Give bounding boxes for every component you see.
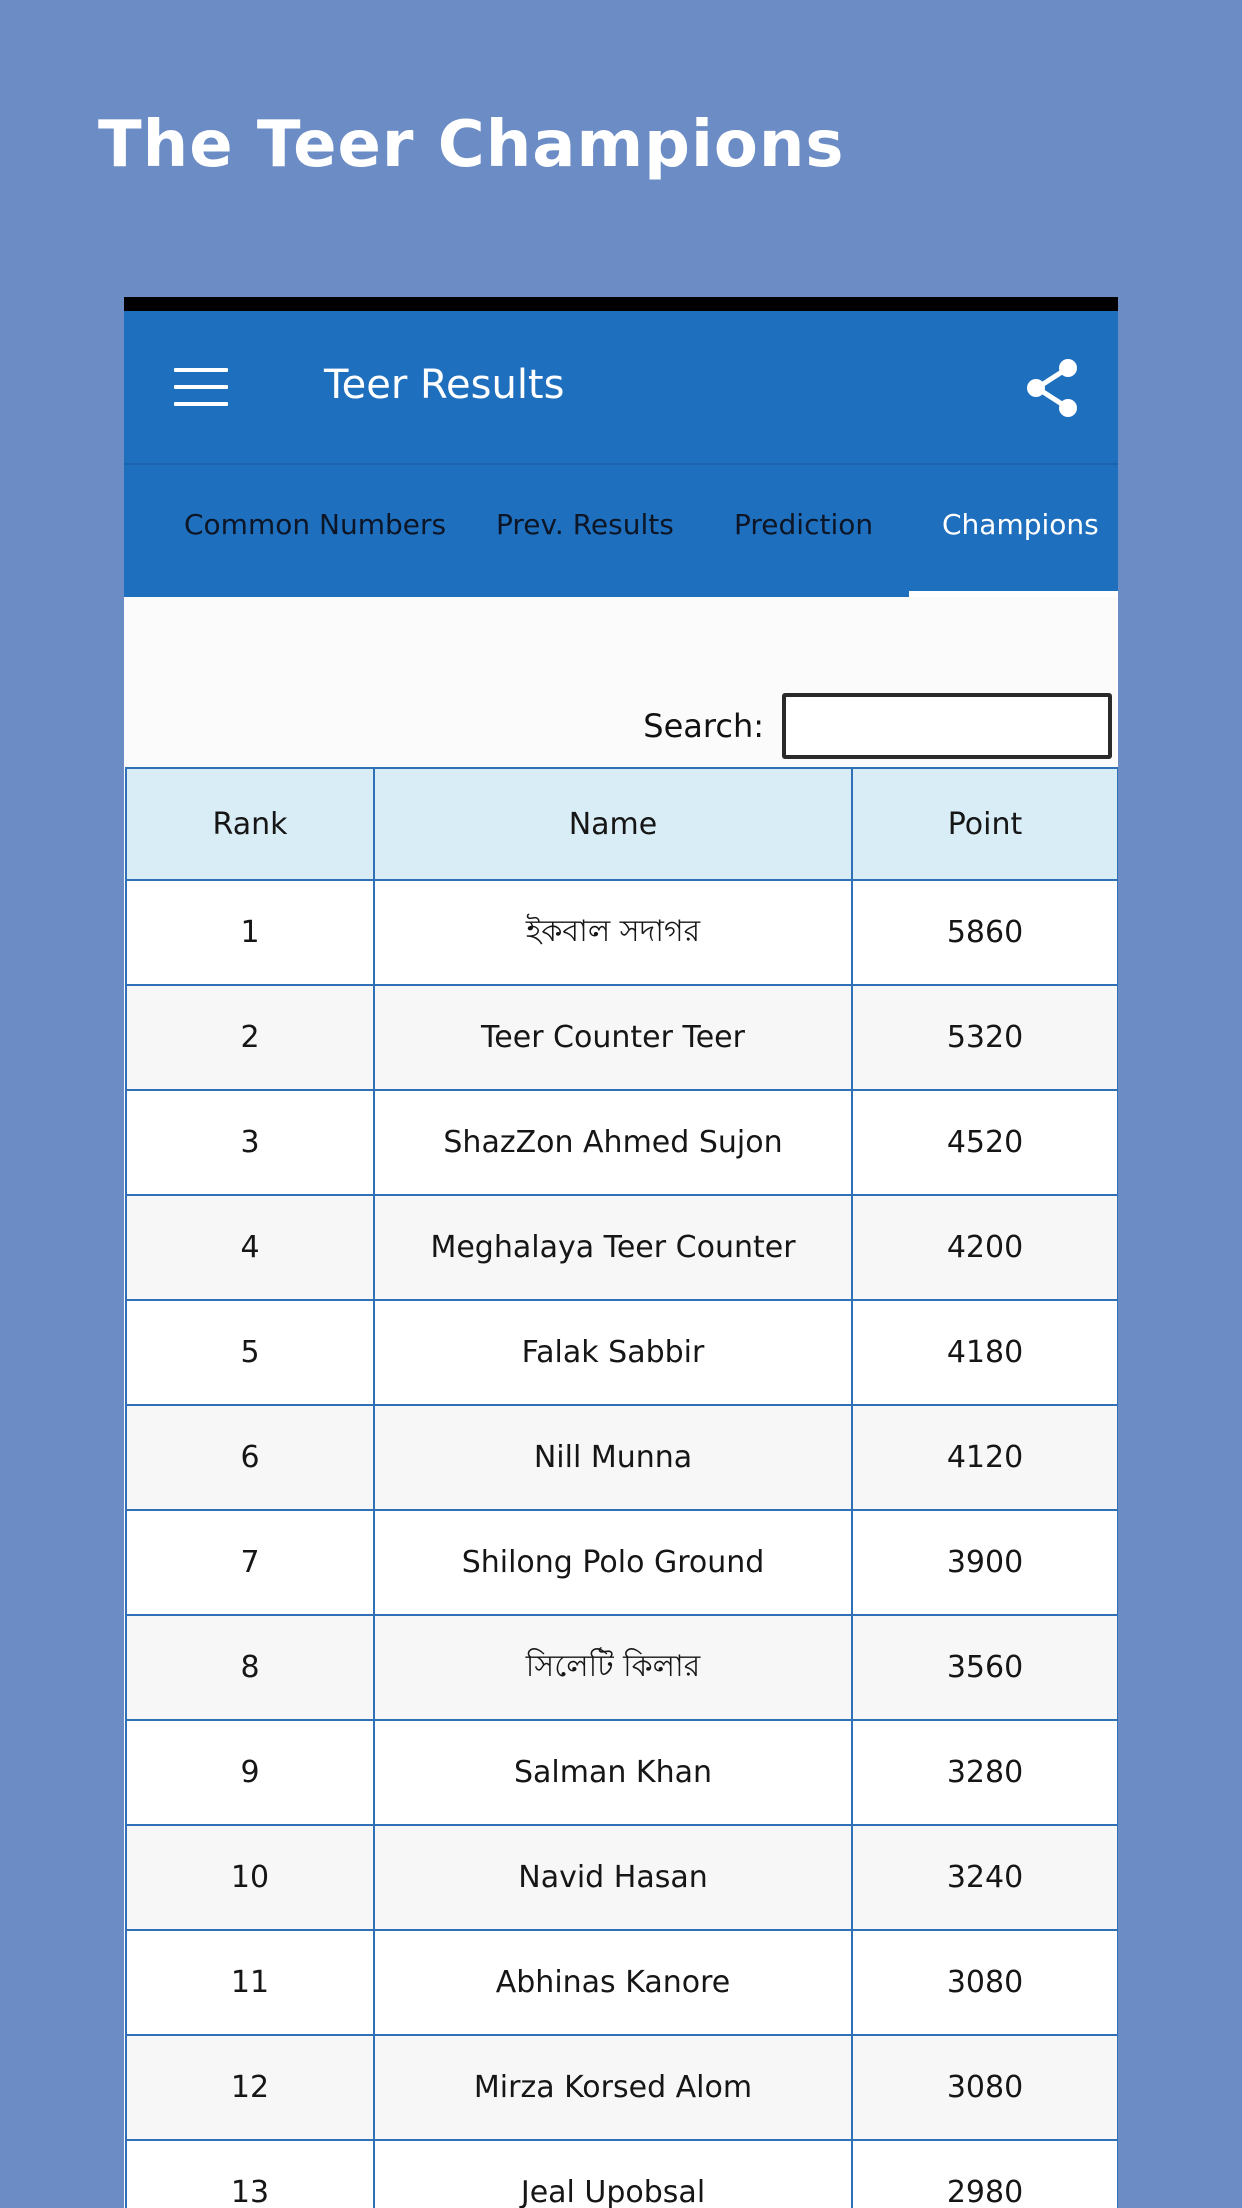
point-cell: 3900 [852,1510,1118,1615]
point-cell: 4200 [852,1195,1118,1300]
point-cell: 4120 [852,1405,1118,1510]
point-cell: 3280 [852,1720,1118,1825]
point-cell: 3080 [852,1930,1118,2035]
rank-cell: 6 [126,1405,374,1510]
name-cell: Shilong Polo Ground [374,1510,852,1615]
name-cell: Navid Hasan [374,1825,852,1930]
promo-title: The Teer Champions [98,108,845,182]
tab-prev-results[interactable]: Prev. Results [496,508,674,541]
point-cell: 4520 [852,1090,1118,1195]
rank-cell: 12 [126,2035,374,2140]
table-row [126,1825,1118,1930]
name-cell: Abhinas Kanore [374,1930,852,2035]
rank-cell: 4 [126,1195,374,1300]
champions-table [125,767,1118,2208]
name-cell: Mirza Korsed Alom [374,2035,852,2140]
menu-line [174,368,228,372]
name-cell: ইকবাল সদাগর [374,880,852,985]
rank-cell: 10 [126,1825,374,1930]
rank-cell: 13 [126,2140,374,2208]
menu-line [174,385,228,389]
tab-bar [124,465,1118,597]
table-row [126,2140,1118,2208]
name-cell: ShazZon Ahmed Sujon [374,1090,852,1195]
table-row [126,1510,1118,1615]
point-column-header[interactable]: Point [852,768,1118,880]
app-title: Teer Results [324,362,565,408]
point-cell: 5320 [852,985,1118,1090]
table-row [126,1090,1118,1195]
point-cell: 3240 [852,1825,1118,1930]
share-icon[interactable] [1024,358,1080,418]
app-bar [124,311,1118,465]
table-row [126,1300,1118,1405]
point-cell: 3080 [852,2035,1118,2140]
rank-cell: 1 [126,880,374,985]
phone-screen [124,297,1118,2208]
table-header-row [126,768,1118,880]
rank-column-header[interactable]: Rank [126,768,374,880]
table-row [126,1195,1118,1300]
rank-cell: 7 [126,1510,374,1615]
point-cell: 3560 [852,1615,1118,1720]
table-row [126,1720,1118,1825]
table-row [126,1615,1118,1720]
rank-cell: 9 [126,1720,374,1825]
table-row [126,985,1118,1090]
name-cell: Falak Sabbir [374,1300,852,1405]
status-bar [124,297,1118,311]
table-row [126,1930,1118,2035]
rank-cell: 5 [126,1300,374,1405]
name-column-header[interactable]: Name [374,768,852,880]
point-cell: 5860 [852,880,1118,985]
rank-cell: 3 [126,1090,374,1195]
rank-cell: 2 [126,985,374,1090]
search-row [643,687,1112,765]
tab-common-numbers[interactable]: Common Numbers [184,508,447,541]
tab-champions[interactable]: Champions [942,508,1099,541]
name-cell: Meghalaya Teer Counter [374,1195,852,1300]
name-cell: Teer Counter Teer [374,985,852,1090]
table-row [126,1405,1118,1510]
rank-cell: 11 [126,1930,374,2035]
active-tab-indicator [909,591,1118,597]
name-cell: Salman Khan [374,1720,852,1825]
table-row [126,2035,1118,2140]
rank-cell: 8 [126,1615,374,1720]
name-cell: Nill Munna [374,1405,852,1510]
point-cell: 4180 [852,1300,1118,1405]
tab-prediction[interactable]: Prediction [734,508,874,541]
menu-line [174,402,228,406]
hamburger-menu-icon[interactable] [174,368,228,406]
name-cell: Jeal Upobsal [374,2140,852,2208]
search-input[interactable] [782,693,1112,759]
table-row [126,880,1118,985]
search-label: Search: [643,707,764,745]
point-cell: 2980 [852,2140,1118,2208]
name-cell: সিলেটি কিলার [374,1615,852,1720]
